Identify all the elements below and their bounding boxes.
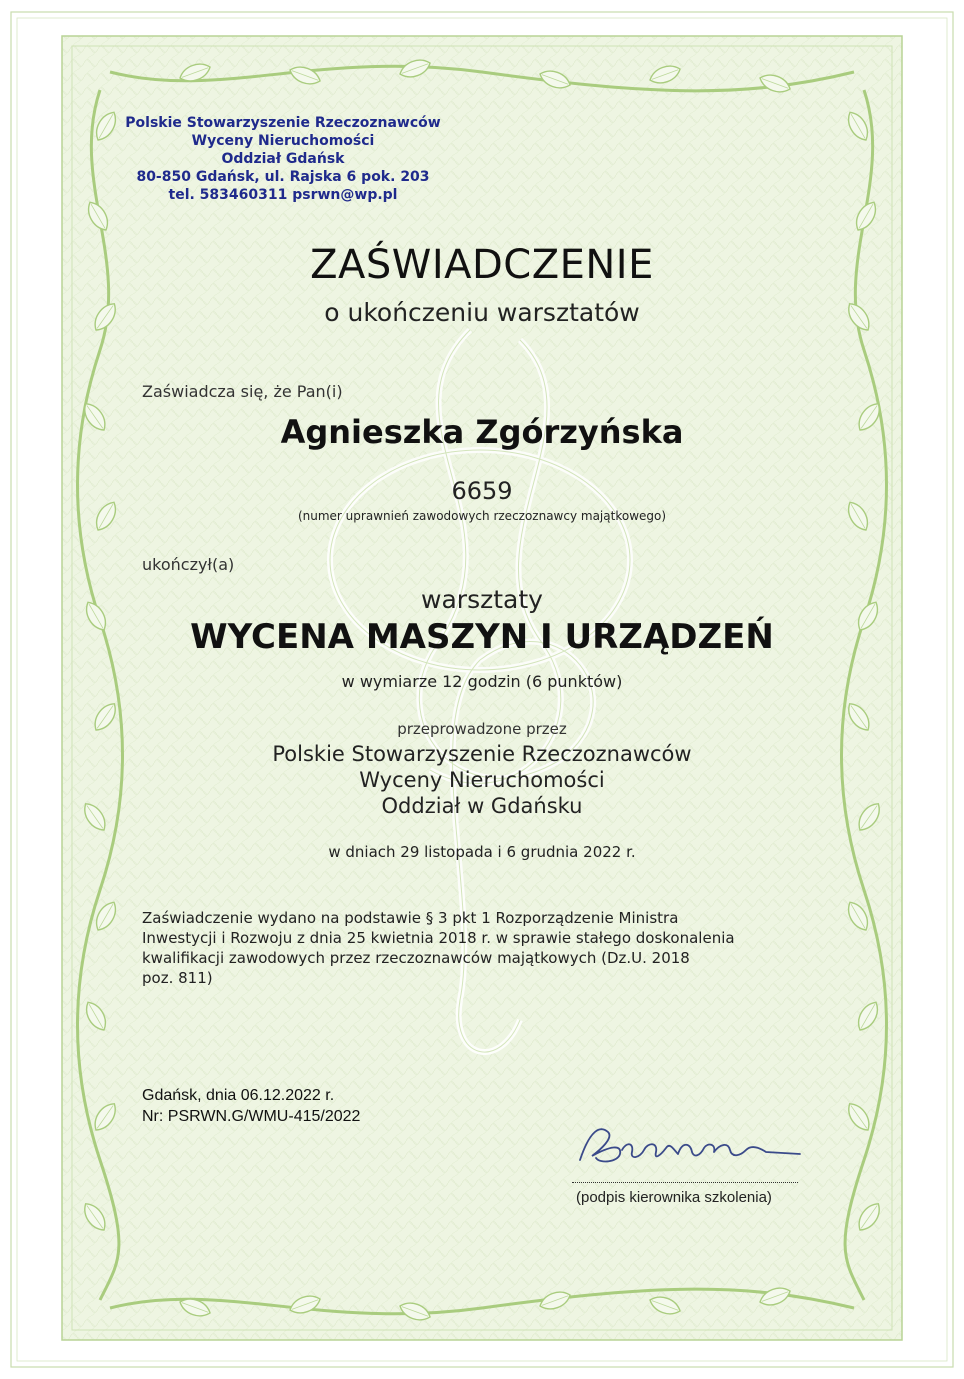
conductor-organization: [0, 741, 964, 819]
issue-place-date: Gdańsk, dnia 06.12.2022 r.: [142, 1087, 335, 1104]
recipient-name: Agnieszka Zgórzyńska: [280, 413, 684, 451]
certificate-title: ZAŚWIADCZENIE: [310, 242, 654, 288]
legal-line: Zaświadczenie wydano na podstawie § 3 pkt 1 Rozporządzenie Ministra: [142, 909, 679, 927]
conductor-line-2: Wyceny Nieruchomości: [359, 768, 605, 792]
signature-image: [570, 1120, 810, 1170]
organization-header: [120, 114, 446, 204]
signature-caption: (podpis kierownika szkolenia): [576, 1189, 772, 1206]
issue-info: [142, 1085, 360, 1127]
conductor-line-3: Oddział w Gdańsku: [381, 794, 583, 818]
license-number-note: (numer uprawnień zawodowych rzeczoznawcy majątkowego): [297, 509, 667, 523]
workshop-label: warsztaty: [421, 585, 543, 614]
workshop-scope: w wymiarze 12 godzin (6 punktów): [341, 672, 623, 691]
conductor-line: Polskie Stowarzyszenie Rzeczoznawców: [272, 742, 692, 766]
workshop-dates: w dniach 29 listopada i 6 grudnia 2022 r.: [328, 843, 636, 861]
conducted-by-label: przeprowadzone przez: [397, 720, 567, 738]
issue-number: Nr: PSRWN.G/WMU-415/2022: [142, 1108, 361, 1125]
certificate-subtitle: o ukończeniu warsztatów: [324, 298, 640, 327]
legal-basis: [142, 908, 802, 988]
org-address: 80-850 Gdańsk, ul. Rajska 6 pok. 203: [136, 169, 430, 185]
legal-line-2: Inwestycji i Rozwoju z dnia 25 kwietnia 2018 r. w sprawie stałego doskonalenia: [142, 929, 735, 947]
license-number: 6659: [451, 477, 513, 505]
completed-label: ukończył(a): [142, 555, 235, 574]
org-contact: tel. 583460311 psrwn@wp.pl: [168, 187, 398, 203]
org-name-line-2: Wyceny Nieruchomości: [191, 133, 375, 149]
org-name-line: Polskie Stowarzyszenie Rzeczoznawców: [125, 115, 441, 131]
legal-line-4: poz. 811): [142, 969, 213, 987]
workshop-title: WYCENA MASZYN I URZĄDZEŃ: [190, 617, 774, 657]
lead-text: Zaświadcza się, że Pan(i): [142, 382, 343, 401]
signature-line: [572, 1182, 798, 1183]
legal-line-3: kwalifikacji zawodowych przez rzeczoznawców majątkowych (Dz.U. 2018: [142, 949, 690, 967]
org-branch: Oddział Gdańsk: [221, 151, 345, 167]
